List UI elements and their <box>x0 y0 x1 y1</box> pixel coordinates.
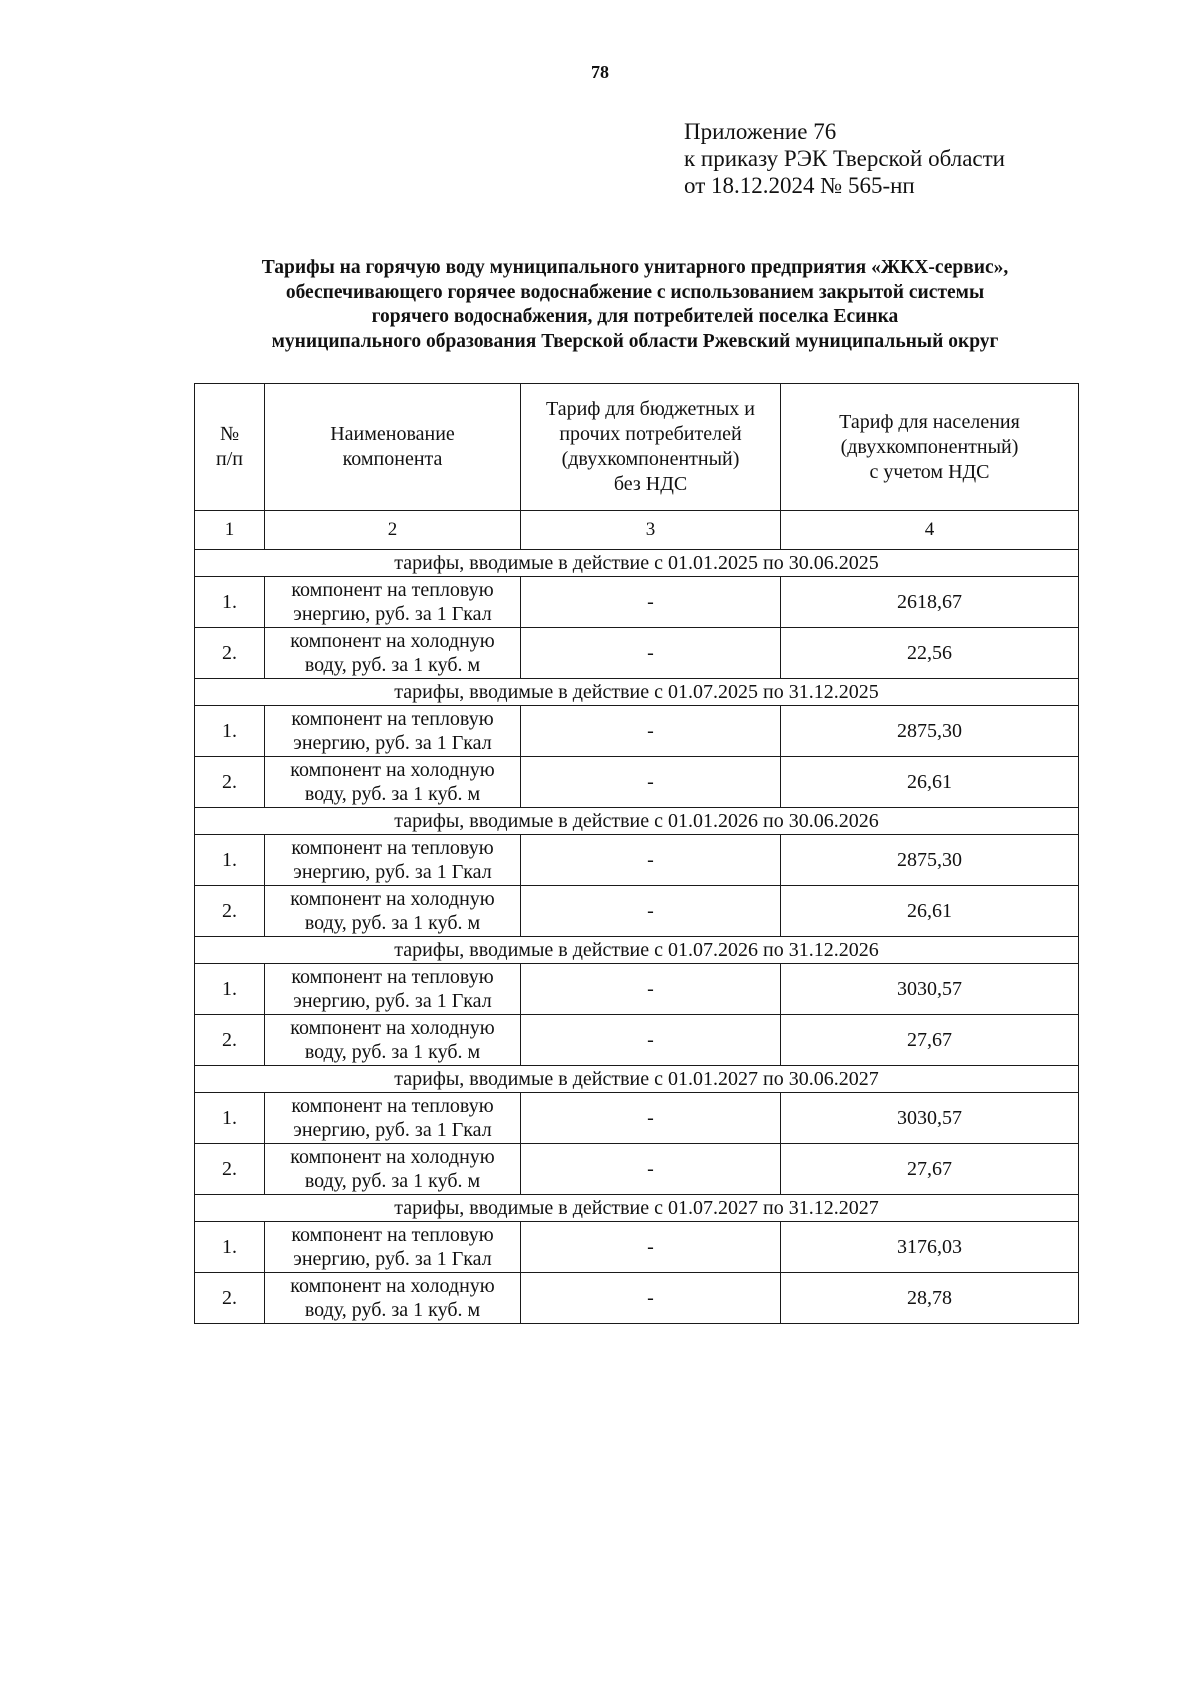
budget-tariff-value: - <box>521 1273 781 1324</box>
appendix-line: к приказу РЭК Тверской области <box>684 146 1005 171</box>
header-budget-tariff <box>521 384 781 511</box>
row-number: 1. <box>195 1222 265 1273</box>
population-tariff-value: 27,67 <box>781 1144 1079 1195</box>
budget-tariff-value: - <box>521 835 781 886</box>
population-tariff-value: 3176,03 <box>781 1222 1079 1273</box>
header-text: Тариф для населения <box>839 410 1020 433</box>
component-name-line: компонент на тепловую <box>291 966 494 988</box>
column-number: 3 <box>521 511 781 550</box>
row-number: 1. <box>195 706 265 757</box>
period-header-row <box>195 1195 1079 1222</box>
budget-tariff-value: - <box>521 1093 781 1144</box>
row-number: 2. <box>195 757 265 808</box>
population-tariff-value: 28,78 <box>781 1273 1079 1324</box>
table-row <box>195 628 1079 679</box>
period-label: тарифы, вводимые в действие с 01.07.2026 по 31.12.2026 <box>195 937 1079 964</box>
population-tariff-value: 2618,67 <box>781 577 1079 628</box>
budget-tariff-value: - <box>521 628 781 679</box>
population-tariff-value: 26,61 <box>781 757 1079 808</box>
header-text: Наименование <box>330 423 455 445</box>
period-header-row <box>195 550 1079 577</box>
component-name-line: компонент на холодную <box>290 630 495 652</box>
component-name-line: компонент на холодную <box>290 888 495 910</box>
row-number: 1. <box>195 964 265 1015</box>
column-number-row <box>195 511 1079 550</box>
period-label: тарифы, вводимые в действие с 01.01.2026 по 30.06.2026 <box>195 808 1079 835</box>
tariff-table <box>194 383 1079 1324</box>
population-tariff-value: 2875,30 <box>781 835 1079 886</box>
appendix-line: от 18.12.2024 № 565-нп <box>684 173 915 198</box>
header-text: прочих потребителей <box>559 423 742 445</box>
table-row <box>195 964 1079 1015</box>
component-name <box>265 1015 521 1066</box>
component-name <box>265 1222 521 1273</box>
component-name-line: воду, руб. за 1 куб. м <box>304 783 481 805</box>
header-number <box>195 384 265 511</box>
table-row <box>195 886 1079 937</box>
appendix-line: Приложение 76 <box>684 119 837 144</box>
budget-tariff-value: - <box>521 706 781 757</box>
component-name-line: воду, руб. за 1 куб. м <box>304 1299 481 1321</box>
population-tariff-value: 22,56 <box>781 628 1079 679</box>
appendix-reference <box>684 118 1005 199</box>
header-text: без НДС <box>613 473 688 495</box>
row-number: 2. <box>195 1273 265 1324</box>
header-population-tariff <box>781 384 1079 511</box>
component-name-line: компонент на холодную <box>290 1275 495 1297</box>
budget-tariff-value: - <box>521 964 781 1015</box>
component-name <box>265 628 521 679</box>
budget-tariff-value: - <box>521 1144 781 1195</box>
row-number: 2. <box>195 1015 265 1066</box>
component-name-line: воду, руб. за 1 куб. м <box>304 912 481 934</box>
component-name-line: энергию, руб. за 1 Гкал <box>293 1248 492 1270</box>
row-number: 1. <box>195 1093 265 1144</box>
page-number: 78 <box>591 62 609 82</box>
component-name <box>265 1144 521 1195</box>
period-header-row <box>195 1066 1079 1093</box>
table-header-row <box>195 384 1079 511</box>
header-text: (двухкомпонентный) <box>561 448 740 470</box>
tariff-table-body <box>195 384 1079 1324</box>
component-name-line: компонент на холодную <box>290 1017 495 1039</box>
row-number: 1. <box>195 835 265 886</box>
period-label: тарифы, вводимые в действие с 01.07.2025 по 31.12.2025 <box>195 679 1079 706</box>
component-name-line: компонент на тепловую <box>291 708 494 730</box>
table-row <box>195 1222 1079 1273</box>
component-name <box>265 886 521 937</box>
population-tariff-value: 27,67 <box>781 1015 1079 1066</box>
component-name-line: компонент на тепловую <box>291 1224 494 1246</box>
component-name <box>265 706 521 757</box>
period-header-row <box>195 937 1079 964</box>
header-text: Тариф для бюджетных и <box>546 398 755 420</box>
title-line: обеспечивающего горячее водоснабжение с использованием закрытой системы <box>285 281 985 303</box>
component-name-line: энергию, руб. за 1 Гкал <box>293 732 492 754</box>
header-text: п/п <box>216 448 243 470</box>
period-header-row <box>195 808 1079 835</box>
component-name <box>265 577 521 628</box>
component-name-line: воду, руб. за 1 куб. м <box>304 1041 481 1063</box>
component-name-line: компонент на тепловую <box>291 579 494 601</box>
header-text: (двухкомпонентный) <box>840 435 1019 458</box>
table-row <box>195 1093 1079 1144</box>
row-number: 2. <box>195 628 265 679</box>
component-name-line: энергию, руб. за 1 Гкал <box>293 861 492 883</box>
header-component-name <box>265 384 521 511</box>
component-name-line: воду, руб. за 1 куб. м <box>304 1170 481 1192</box>
column-number: 2 <box>265 511 521 550</box>
table-row <box>195 1144 1079 1195</box>
header-text: компонента <box>342 448 443 470</box>
period-label: тарифы, вводимые в действие с 01.07.2027 по 31.12.2027 <box>195 1195 1079 1222</box>
population-tariff-value: 26,61 <box>781 886 1079 937</box>
table-row <box>195 1273 1079 1324</box>
column-number: 1 <box>195 511 265 550</box>
component-name <box>265 1093 521 1144</box>
header-text: № <box>219 423 240 445</box>
budget-tariff-value: - <box>521 577 781 628</box>
component-name-line: энергию, руб. за 1 Гкал <box>293 603 492 625</box>
table-row <box>195 757 1079 808</box>
component-name <box>265 964 521 1015</box>
period-label: тарифы, вводимые в действие с 01.01.2027 по 30.06.2027 <box>195 1066 1079 1093</box>
title-line: горячего водоснабжения, для потребителей поселка Есинка <box>371 306 899 327</box>
period-label: тарифы, вводимые в действие с 01.01.2025 по 30.06.2025 <box>195 550 1079 577</box>
component-name-line: компонент на тепловую <box>291 837 494 859</box>
component-name-line: компонент на холодную <box>290 759 495 781</box>
document-title <box>190 256 1080 354</box>
component-name <box>265 1273 521 1324</box>
population-tariff-value: 3030,57 <box>781 964 1079 1015</box>
budget-tariff-value: - <box>521 886 781 937</box>
budget-tariff-value: - <box>521 757 781 808</box>
component-name-line: компонент на тепловую <box>291 1095 494 1117</box>
title-line: Тарифы на горячую воду муниципального унитарного предприятия «ЖКХ-сервис», <box>261 257 1009 278</box>
table-row <box>195 706 1079 757</box>
table-row <box>195 1015 1079 1066</box>
table-row <box>195 835 1079 886</box>
table-row <box>195 577 1079 628</box>
period-header-row <box>195 679 1079 706</box>
row-number: 2. <box>195 886 265 937</box>
population-tariff-value: 2875,30 <box>781 706 1079 757</box>
component-name-line: воду, руб. за 1 куб. м <box>304 654 481 676</box>
component-name <box>265 757 521 808</box>
column-number: 4 <box>781 511 1079 550</box>
component-name <box>265 835 521 886</box>
budget-tariff-value: - <box>521 1015 781 1066</box>
component-name-line: компонент на холодную <box>290 1146 495 1168</box>
row-number: 2. <box>195 1144 265 1195</box>
population-tariff-value: 3030,57 <box>781 1093 1079 1144</box>
header-text: с учетом НДС <box>869 460 990 483</box>
component-name-line: энергию, руб. за 1 Гкал <box>293 1119 492 1141</box>
row-number: 1. <box>195 577 265 628</box>
title-line: муниципального образования Тверской области Ржевский муниципальный округ <box>271 330 999 352</box>
component-name-line: энергию, руб. за 1 Гкал <box>293 990 492 1012</box>
budget-tariff-value: - <box>521 1222 781 1273</box>
